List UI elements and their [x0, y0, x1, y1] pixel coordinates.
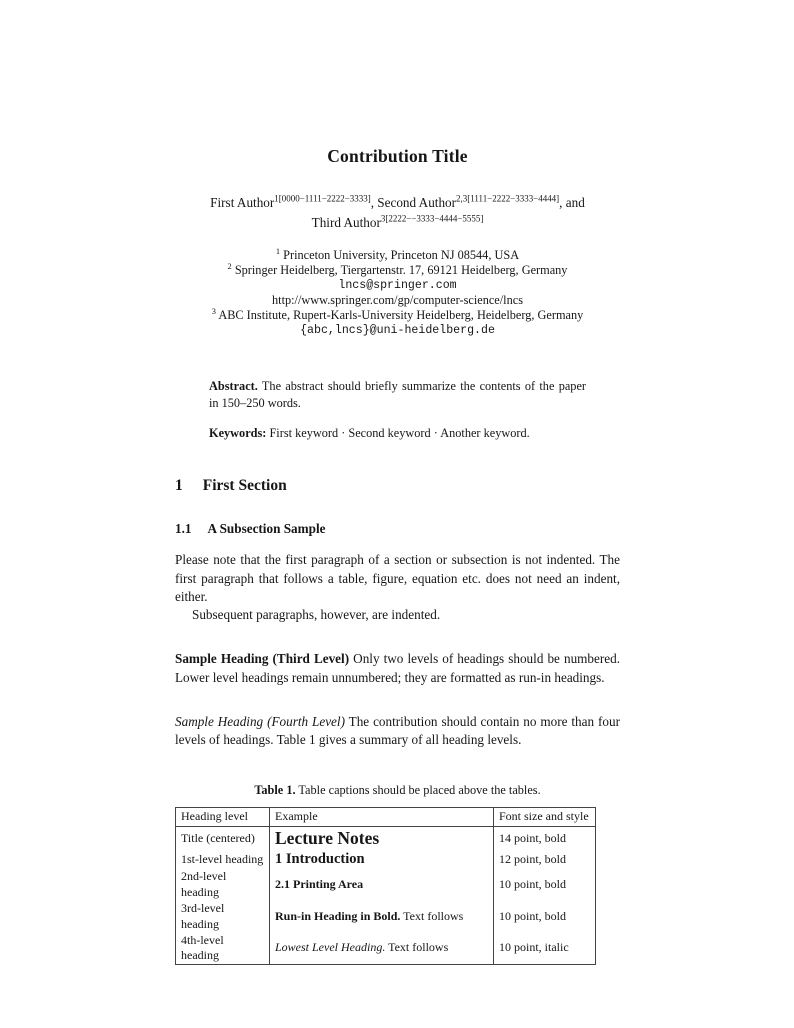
- cell-level: Title (centered): [176, 827, 270, 851]
- example-rest: Text follows: [385, 940, 449, 955]
- table-header-row: [176, 808, 596, 827]
- subsection-title: A Subsection Sample: [207, 521, 326, 537]
- section-title: First Section: [202, 477, 287, 495]
- affiliation-1-marker: 1: [275, 246, 281, 256]
- affiliation-3-text: ABC Institute, Rupert-Karls-University Heidelberg, Heidelberg, Germany: [218, 308, 584, 323]
- section-number: 1: [175, 477, 183, 495]
- runin-heading-fourth-level: [175, 713, 620, 749]
- affiliation-2-marker: 2: [227, 262, 232, 272]
- example-h1-text: 1 Introduction: [275, 851, 365, 868]
- table-caption-text: Table captions should be placed above the tables.: [298, 783, 541, 798]
- affiliation-1-text: Princeton University, Princeton NJ 08544, USA: [283, 247, 520, 262]
- runin-heading-third-level: [175, 650, 620, 686]
- author-1-orcid: 1[0000−1111−2222−3333]: [274, 193, 371, 204]
- author-separator: , and: [559, 195, 585, 210]
- affiliation-3: [175, 308, 620, 323]
- keywords-text: First keyword · Second keyword · Another keyword.: [269, 425, 530, 440]
- paper-title: Contribution Title: [327, 146, 468, 166]
- table-row: [176, 933, 596, 965]
- cell-style: 10 point, italic: [494, 933, 596, 965]
- example-title-text: Lecture Notes: [275, 828, 380, 849]
- author-2-name: Second Author: [377, 195, 457, 210]
- affiliation-block: [175, 248, 620, 338]
- runin-fourth-label: Sample Heading (Fourth Level): [175, 713, 345, 729]
- example-runin-bold-text: Run-in Heading in Bold.: [275, 908, 401, 923]
- runin-third-text: Only two levels of headings should be numbered. Lower level headings remain unnumbered; they are formatted as run-in headings.: [175, 651, 620, 685]
- affiliation-email-2: {abc,lncs}@uni-heidelberg.de: [300, 323, 495, 337]
- cell-level: 4th-level heading: [176, 933, 270, 965]
- heading-levels-table: [175, 807, 596, 965]
- affiliation-email-1: lncs@springer.com: [338, 278, 457, 292]
- author-block: [175, 193, 620, 234]
- runin-fourth-text: The contribution should contain no more than four levels of headings. Table 1 gives a summary of all heading levels.: [175, 713, 620, 747]
- cell-level: 2nd-level heading: [176, 869, 270, 901]
- cell-example: [270, 827, 494, 851]
- cell-example: [270, 901, 494, 933]
- table-row: [176, 850, 596, 869]
- abstract-label: Abstract.: [209, 379, 258, 394]
- example-runin-italic-text: Lowest Level Heading.: [275, 940, 386, 955]
- column-header-example: Example: [270, 808, 494, 827]
- author-separator: ,: [370, 195, 378, 210]
- table-row: [176, 827, 596, 851]
- table-row: [176, 869, 596, 901]
- affiliation-2: [175, 263, 620, 278]
- author-2-orcid: 2,3[1111−2222−3333−4444]: [456, 193, 560, 204]
- column-header-font-size: Font size and style: [494, 808, 596, 827]
- affiliation-2-text: Springer Heidelberg, Tiergartenstr. 17, 69121 Heidelberg, Germany: [234, 263, 568, 278]
- cell-example: [270, 850, 494, 869]
- subsection-heading: [175, 521, 620, 537]
- paragraph-2: Subsequent paragraphs, however, are indented.: [192, 607, 441, 623]
- cell-style: 12 point, bold: [494, 850, 596, 869]
- column-header-heading-level: Heading level: [176, 808, 270, 827]
- runin-third-label: Sample Heading (Third Level): [175, 651, 350, 667]
- author-3-name: Third Author: [311, 215, 381, 231]
- table-row: [176, 901, 596, 933]
- cell-level: 3rd-level heading: [176, 901, 270, 933]
- subsection-number: 1.1: [175, 521, 192, 537]
- table-caption: [175, 783, 620, 798]
- cell-example: [270, 933, 494, 965]
- section-heading: [175, 477, 620, 495]
- example-rest: Text follows: [400, 908, 464, 923]
- abstract-text: The abstract should briefly summarize the contents of the paper in 150–250 words.: [209, 379, 586, 411]
- cell-example: [270, 869, 494, 901]
- affiliation-url: http://www.springer.com/gp/computer-science/lncs: [272, 293, 523, 308]
- affiliation-1: [175, 248, 620, 263]
- affiliation-3-marker: 3: [211, 307, 216, 317]
- abstract: [175, 378, 620, 411]
- author-1-name: First Author: [210, 195, 275, 210]
- cell-level: 1st-level heading: [176, 850, 270, 869]
- cell-style: 10 point, bold: [494, 901, 596, 933]
- cell-style: 10 point, bold: [494, 869, 596, 901]
- cell-style: 14 point, bold: [494, 827, 596, 851]
- author-3-orcid: 3[2222−−3333−4444−5555]: [380, 214, 484, 225]
- example-h2-text: 2.1 Printing Area: [275, 877, 364, 892]
- table-caption-label: Table 1.: [254, 783, 296, 798]
- keywords: [175, 425, 620, 442]
- keywords-label: Keywords:: [209, 425, 267, 440]
- paragraph-1: Please note that the first paragraph of a section or subsection is not indented. The first paragraph that follows a table, figure, equation etc. does not need an indent, either.: [175, 552, 620, 604]
